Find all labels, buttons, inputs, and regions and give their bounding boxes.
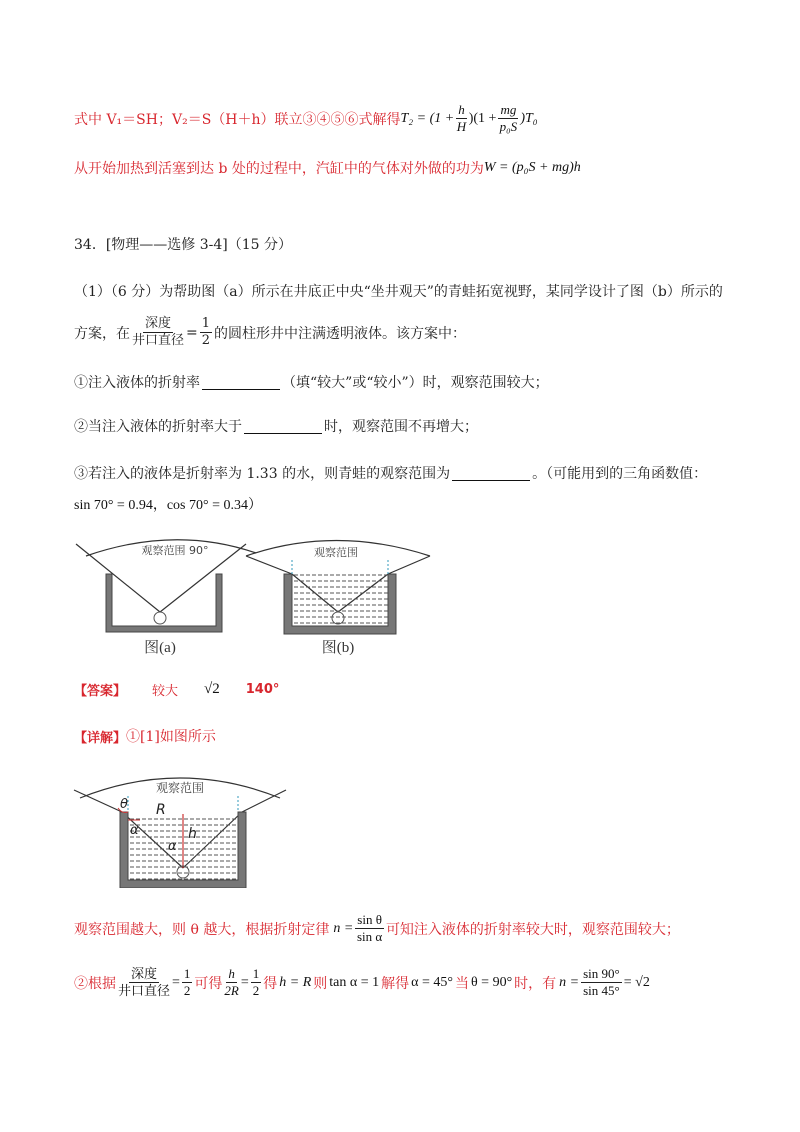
answer-blank [244, 419, 322, 434]
solution-line-work [74, 158, 581, 178]
formula: tan α = 1 [329, 974, 380, 990]
text: = [186, 324, 198, 341]
text: 当 [454, 975, 469, 992]
detail-explanation-2 [74, 966, 650, 999]
formula: n = [559, 974, 580, 990]
formula: )(1 + [468, 110, 497, 126]
numerator: h [228, 966, 235, 981]
formula: = √2 [623, 974, 650, 990]
formula: α = 45° [411, 974, 453, 990]
caption: 图(a) [144, 640, 176, 656]
answer-tag: 【答案】 [74, 684, 127, 699]
text: 方案，在 [74, 325, 130, 342]
fraction [182, 966, 193, 999]
text: ②根据 [74, 975, 116, 992]
denominator: 2R [224, 983, 239, 998]
fraction [498, 102, 518, 135]
denominator: 2 [201, 333, 211, 348]
range-label: 观察范围 [155, 781, 205, 795]
numerator: 深度 [145, 316, 172, 331]
numerator: 1 [252, 966, 260, 981]
detail-line [74, 726, 216, 746]
range-label: 观察范围 [314, 546, 358, 559]
figure-solution [70, 768, 290, 888]
text: 得 [263, 975, 278, 992]
figures-a-b [60, 530, 460, 665]
formula: n = [333, 920, 354, 936]
detail-tag: 【详解】 [74, 730, 127, 746]
denominator: 2 [252, 983, 260, 998]
numerator: 1 [183, 966, 191, 981]
fraction [118, 966, 170, 999]
sub-question-1 [74, 372, 549, 392]
figure-a [76, 540, 256, 656]
trig-values: sin 70° = 0.94，cos 70° = 0.34） [74, 498, 262, 513]
numerator: 深度 [131, 966, 158, 981]
denominator: sin 45° [583, 983, 620, 998]
denominator: p₀S [499, 119, 518, 134]
text: ①注入液体的折射率 [74, 375, 200, 391]
denominator: sin α [356, 929, 383, 944]
fraction [224, 966, 238, 999]
sub-question-3 [74, 463, 707, 483]
fraction [251, 966, 262, 999]
denominator: 井口直径 [118, 983, 171, 998]
alpha-label: α [130, 823, 139, 838]
answer-blank [452, 466, 530, 481]
denominator: H [456, 119, 467, 134]
fraction [581, 966, 622, 999]
text: 的圆柱形井中注满透明液体。该方案中： [214, 325, 467, 342]
question-paragraph: （1）（6 分）为帮助图（a）所示在井底正中央“坐井观天”的青蛙拓宽视野，某同学设计了图（b）所示的 [74, 284, 723, 300]
text: 观察范围越大，则 θ 越大，根据折射定律 [74, 921, 330, 938]
answer-1: 较大 [152, 684, 179, 699]
solution-line-t2 [74, 102, 538, 135]
text: ②当注入液体的折射率大于 [74, 419, 242, 435]
theta-label: θ [120, 797, 128, 812]
fraction [456, 102, 467, 135]
text: ③若注入的液体是折射率为 1.33 的水，则青蛙的观察范围为 [74, 466, 451, 482]
detail-explanation-1 [74, 912, 680, 945]
text: 可得 [194, 975, 223, 992]
text: 时，观察范围不再增大； [324, 419, 478, 435]
formula: T₂ = (1 + [400, 110, 455, 126]
formula: = [172, 974, 180, 990]
question-header: 34．[物理——选修 3-4]（15 分） [74, 237, 292, 253]
answer-line [74, 680, 279, 699]
numerator: sin θ [357, 912, 382, 927]
denominator: 井口直径 [132, 333, 185, 348]
text: （填“较大”或“较小”）时，观察范围较大； [282, 375, 549, 391]
numerator: h [458, 102, 465, 117]
r-label: R [156, 802, 166, 818]
range-label: 观察范围 90° [141, 544, 209, 557]
formula: W = (p₀S + mg)h [483, 160, 581, 175]
answer-3: 140° [245, 682, 280, 697]
formula: h = R [279, 974, 312, 990]
text: 可知注入液体的折射率较大时，观察范围较大； [385, 921, 680, 938]
text: 式中 V₁＝SH；V₂＝S（H＋h）联立③④⑤⑥式解得 [74, 111, 401, 128]
text: 则 [313, 975, 328, 992]
h-label: h [188, 826, 197, 842]
formula: = [240, 974, 249, 990]
caption: 图(b) [321, 640, 355, 656]
formula: )T₀ [520, 110, 538, 126]
answer-blank [202, 375, 280, 390]
fraction [132, 316, 184, 349]
sub-question-2 [74, 416, 478, 436]
denominator: 2 [183, 983, 191, 998]
text: 从开始加热到活塞到达 b 处的过程中，汽缸中的气体对外做的功为 [74, 161, 484, 177]
question-paragraph-2 [74, 316, 466, 349]
fraction [355, 912, 384, 945]
text: 。（可能用到的三角函数值： [532, 466, 708, 482]
figure-b [246, 541, 430, 657]
text: ①[1]如图所示 [126, 729, 216, 745]
text: 时，有 [514, 975, 557, 992]
alpha-label-2: α [168, 839, 177, 854]
numerator: mg [500, 102, 517, 117]
numerator: 1 [201, 316, 211, 331]
text: 解得 [381, 975, 410, 992]
numerator: sin 90° [583, 966, 620, 981]
formula: θ = 90° [470, 974, 513, 990]
answer-2: √2 [204, 681, 220, 697]
fraction [200, 316, 212, 349]
